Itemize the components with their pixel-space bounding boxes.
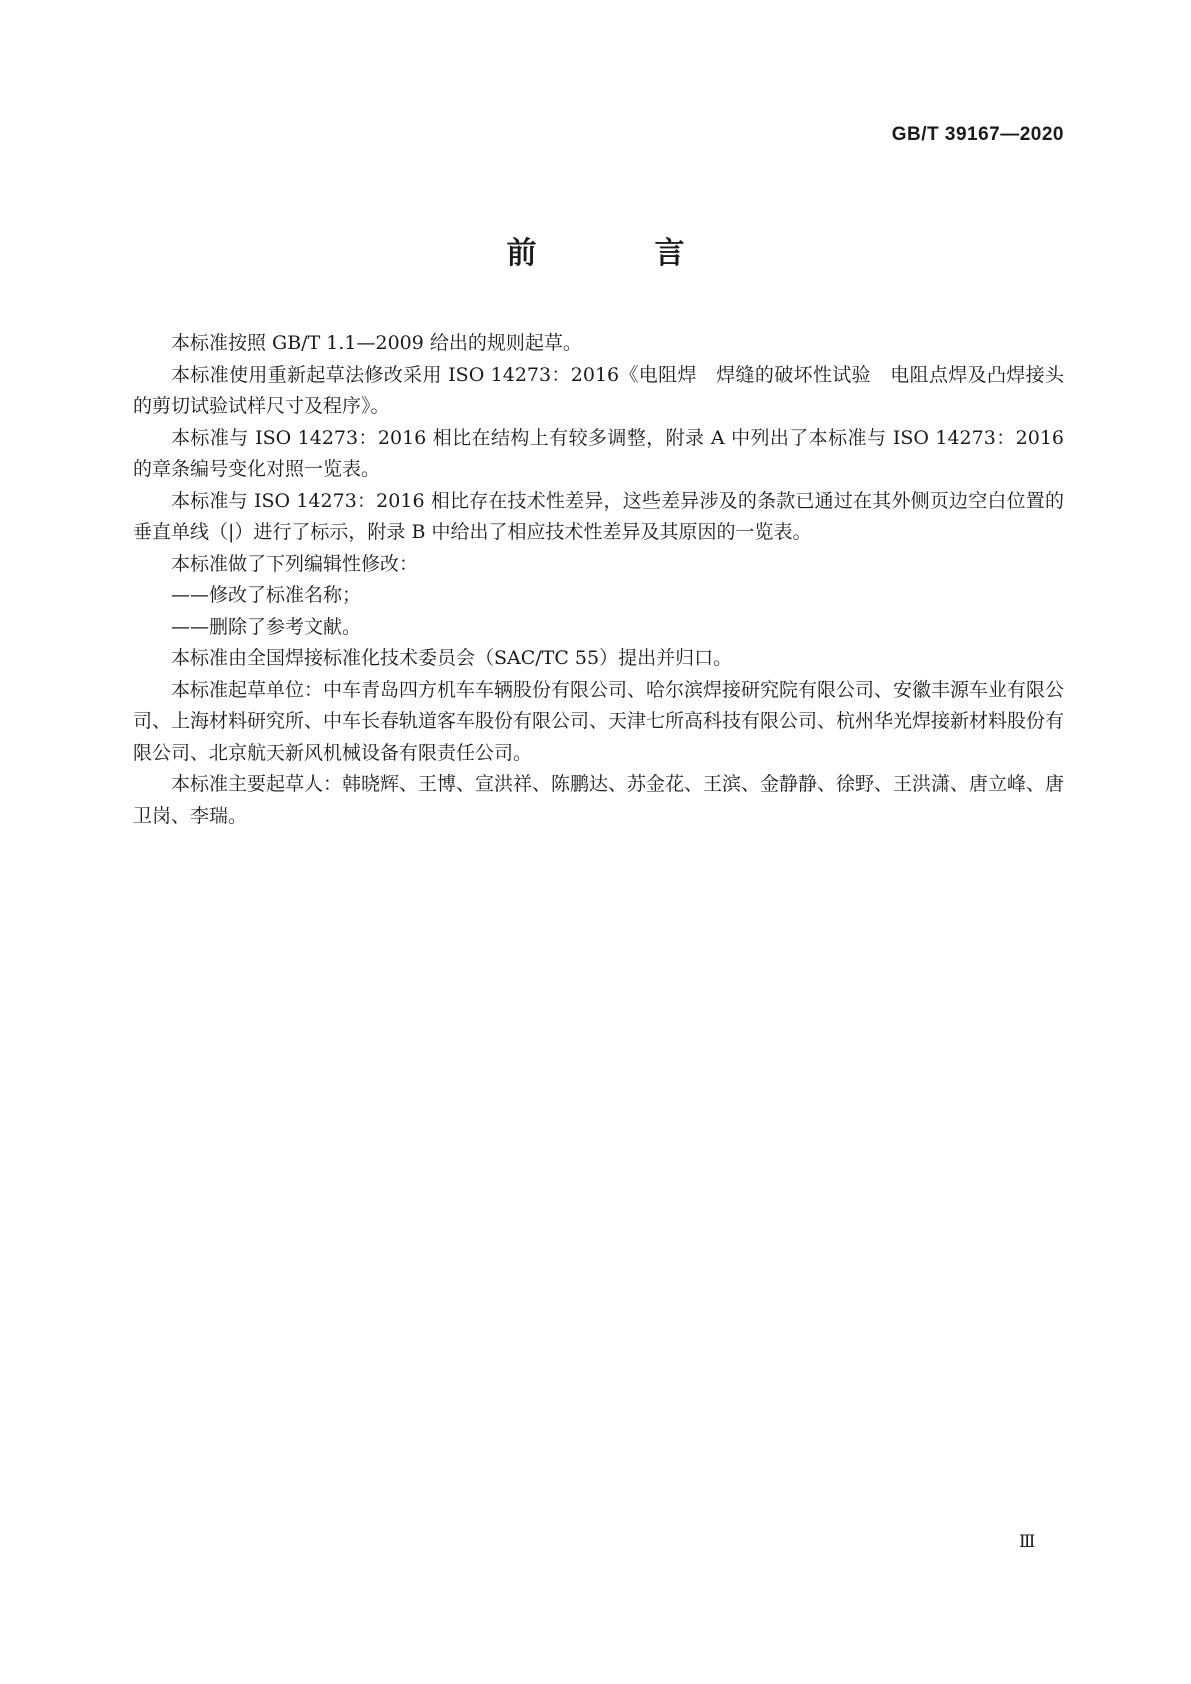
paragraph-drafting-units: 本标准起草单位：中车青岛四方机车车辆股份有限公司、哈尔滨焊接研究院有限公司、安徽丰源车业有限公司、上海材料研究所、中车长春轨道客车股份有限公司、天津七所高科技有限公司、杭州华光焊接新材料股份有限公司、北京航天新风机械设备有限责任公司。 [133, 678, 1065, 764]
paragraph-editorial-intro: 本标准做了下列编辑性修改： [171, 552, 419, 575]
paragraph-proposer: 本标准由全国焊接标准化技术委员会（SAC/TC 55）提出并归口。 [171, 647, 733, 669]
paragraph-drafting-rules: 本标准按照 GB/T 1.1—2009 给出的规则起草。 [171, 332, 582, 354]
standard-code: GB/T 39167—2020 [891, 124, 1064, 145]
page-title: 前 言 [506, 236, 729, 271]
page-number: Ⅲ [1019, 1532, 1036, 1552]
paragraph-drafters: 本标准主要起草人：韩晓辉、王博、宣洪祥、陈鹏达、苏金花、王滨、金静静、徐野、王洪潇、唐立峰、唐卫岗、李瑞。 [133, 773, 1065, 827]
paragraph-technical-differences: 本标准与 ISO 14273：2016 相比存在技术性差异，这些差异涉及的条款已通过在其外侧页边空白位置的垂直单线（|）进行了标示，附录 B 中给出了相应技术性差异及其原因的一览表。 [133, 489, 1064, 543]
list-item-editorial-change: ——删除了参考文献。 [171, 615, 362, 638]
list-item-editorial-change: ——修改了标准名称； [171, 584, 362, 606]
paragraph-structure-changes: 本标准与 ISO 14273：2016 相比在结构上有较多调整，附录 A 中列出了本标准与 ISO 14273：2016 的章条编号变化对照一览表。 [133, 426, 1064, 480]
paragraph-adoption: 本标准使用重新起草法修改采用 ISO 14273：2016《电阻焊 焊缝的破坏性试验 电阻点焊及凸焊接头的剪切试验试样尺寸及程序》。 [133, 363, 1064, 417]
foreword-body [133, 328, 1064, 832]
